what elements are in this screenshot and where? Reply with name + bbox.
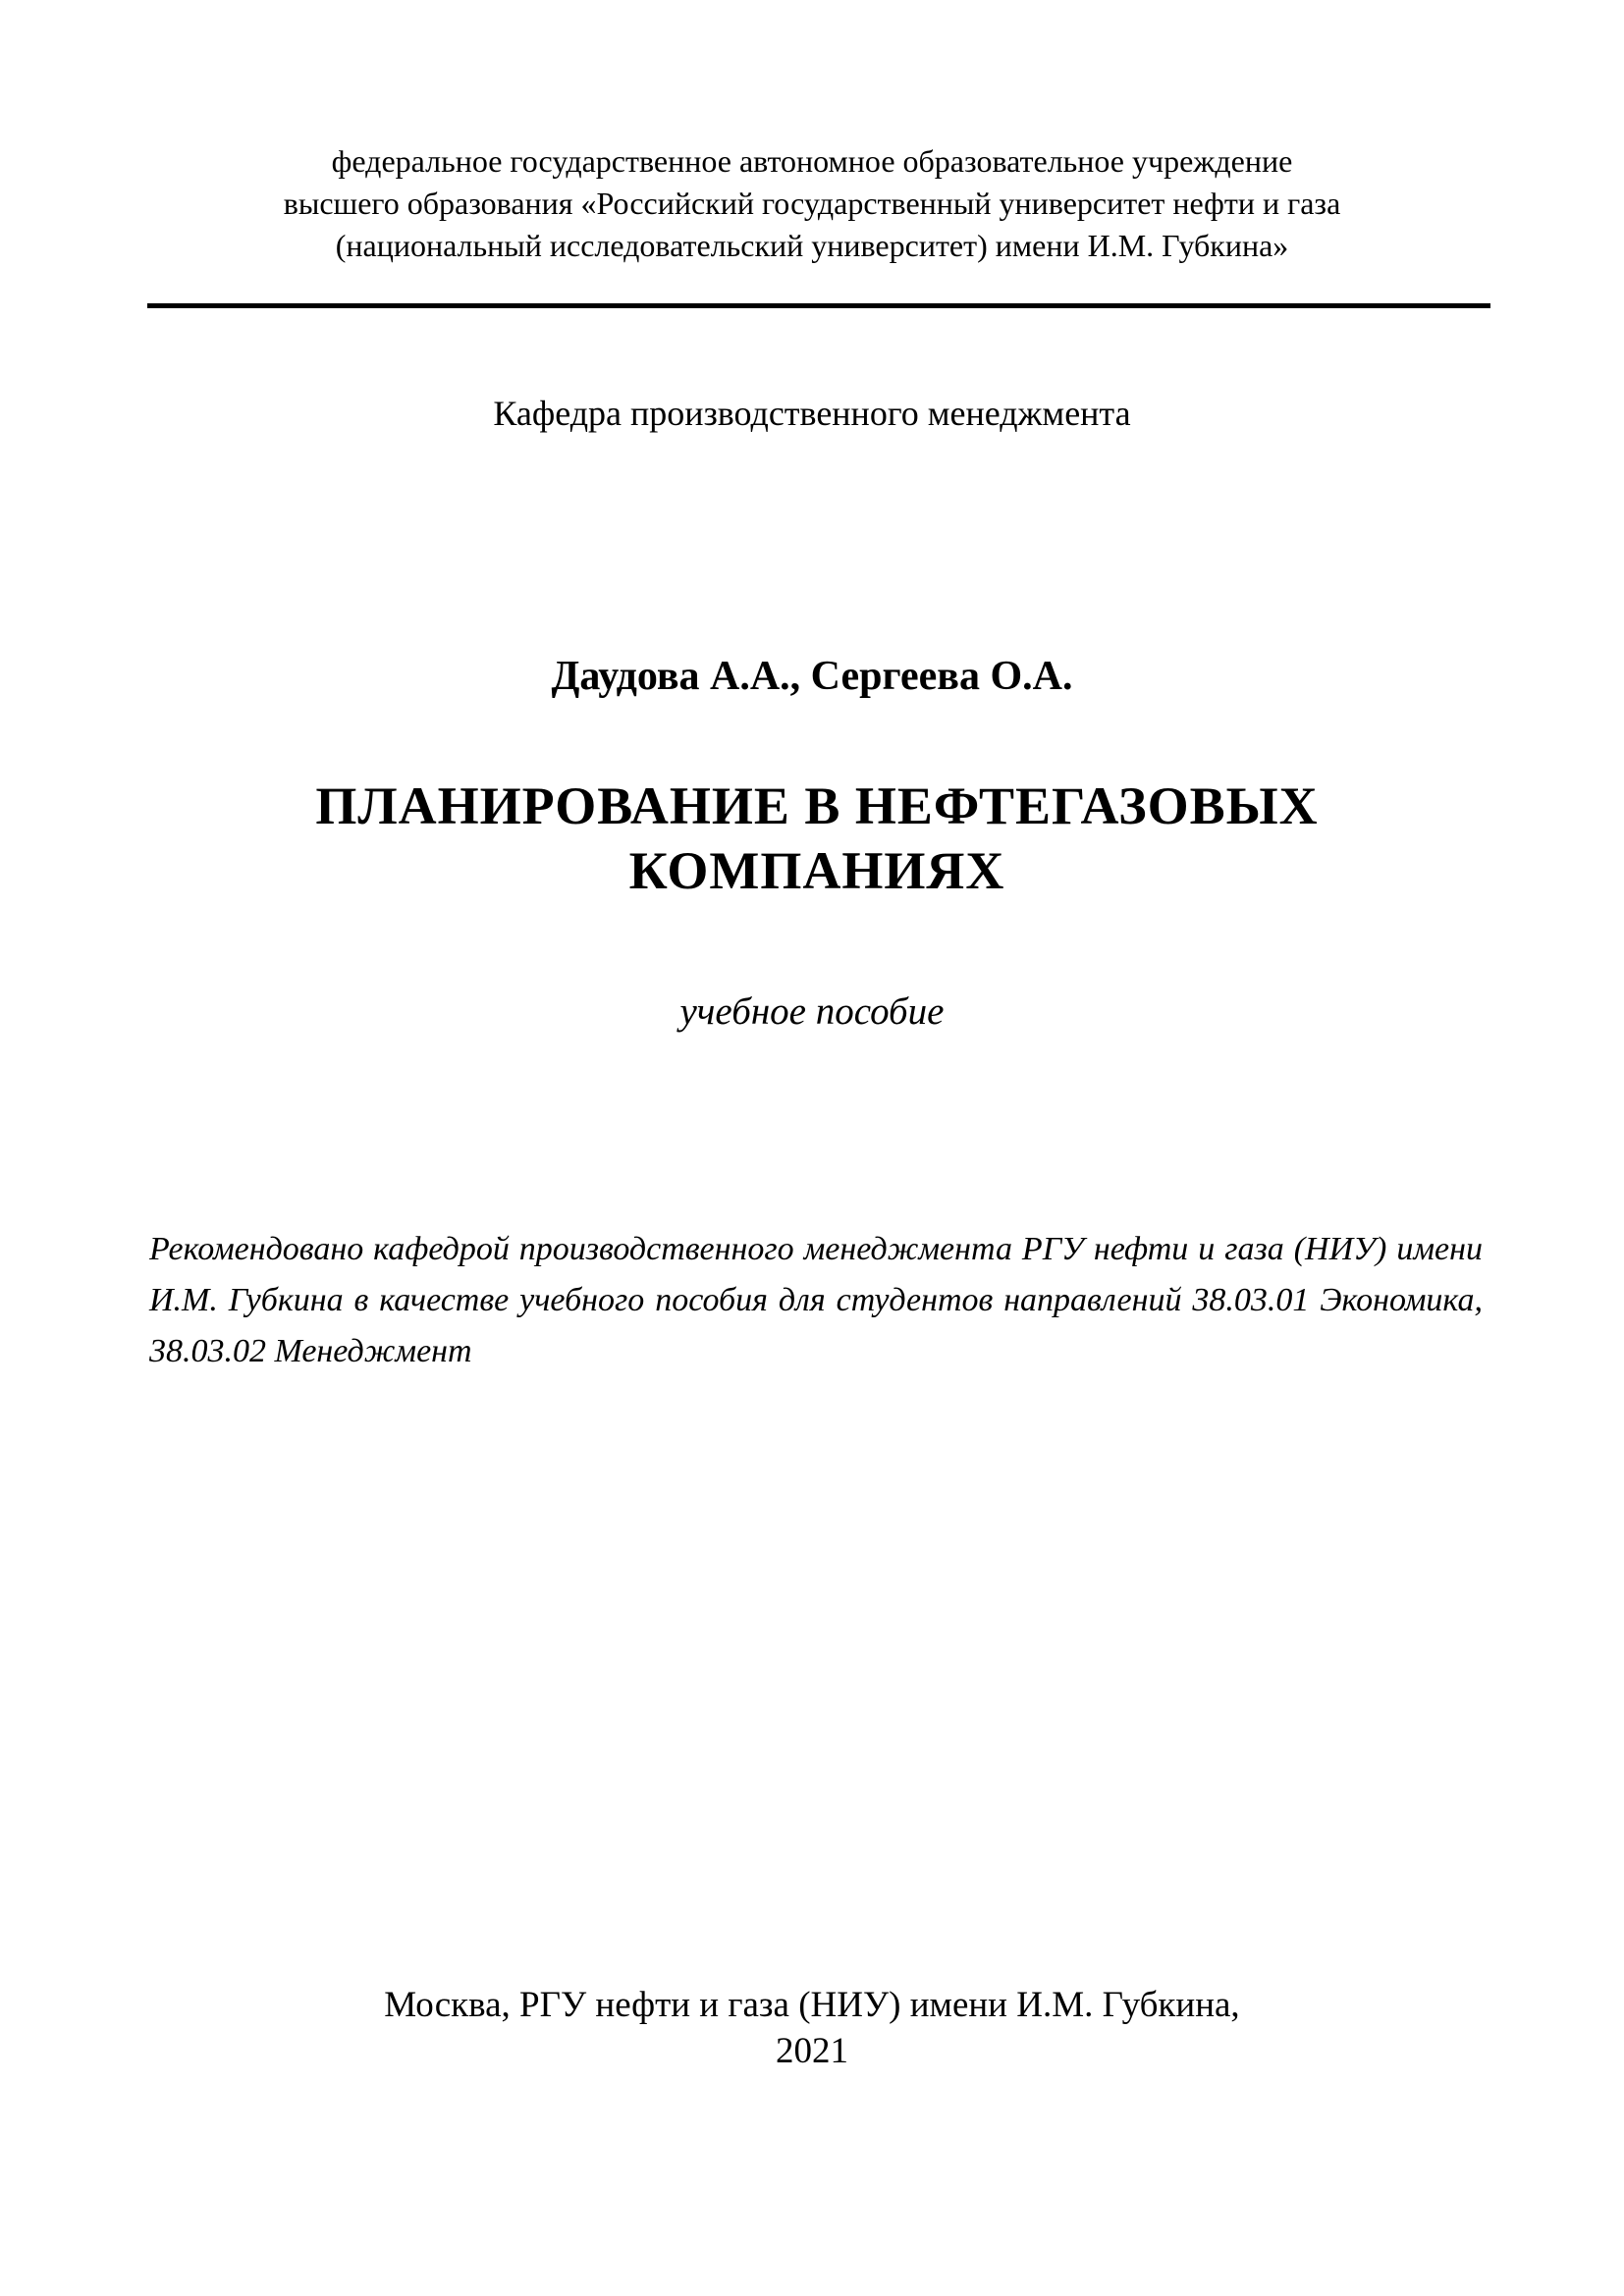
authors-line: Даудова А.А., Сергеева О.А.: [551, 654, 1073, 699]
book-title: ПЛАНИРОВАНИЕ В НЕФТЕГАЗОВЫХ КОМПАНИЯХ: [315, 776, 1319, 900]
header-divider-rule: [147, 303, 1490, 308]
university-header-line-1: федеральное государственное автономное образовательное учреждение: [331, 143, 1293, 179]
recommendation-note: Рекомендовано кафедрой производственного менеджмента РГУ нефти и газа (НИУ) имени И.М. Губкина в качестве учебного пособия для студентов направлений 38.03.01 Экономика, 38.03.02 Менеджмент: [149, 1231, 1483, 1369]
edition-type-subtitle: учебное пособие: [679, 990, 945, 1033]
university-header: [144, 140, 1480, 267]
imprint: [144, 1982, 1480, 2074]
imprint-city-line: Москва, РГУ нефти и газа (НИУ) имени И.М. Губкина,: [384, 1985, 1240, 2025]
department-name: Кафедра производственного менеджмента: [493, 394, 1131, 433]
university-header-line-3: (национальный исследовательский университет) имени И.М. Губкина»: [335, 228, 1289, 263]
imprint-year: 2021: [776, 2031, 848, 2071]
university-header-line-2: высшего образования «Российский государственный университет нефти и газа: [283, 186, 1341, 221]
